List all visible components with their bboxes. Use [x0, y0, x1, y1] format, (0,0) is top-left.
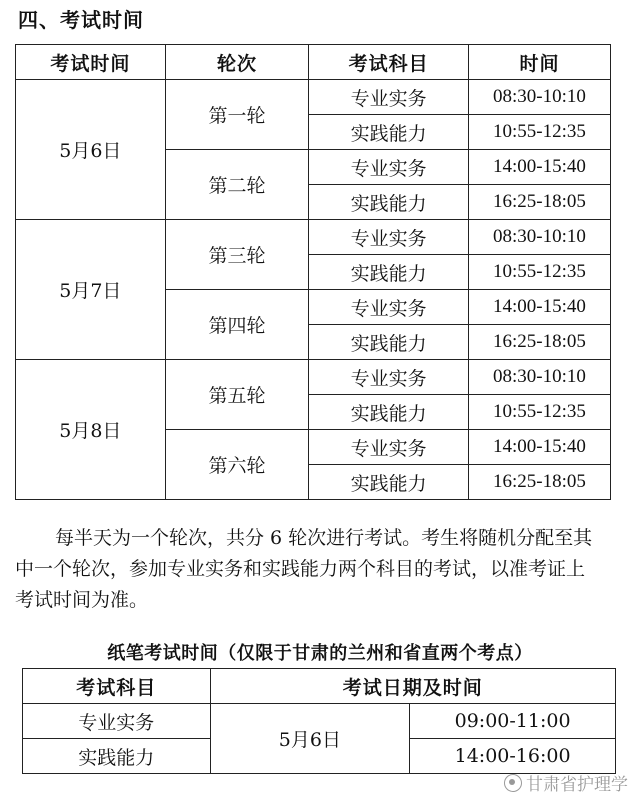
subject-cell: 专业实务 [309, 220, 469, 255]
time-cell: 10:55-12:35 [468, 395, 610, 430]
table-row [23, 704, 616, 739]
time-cell: 16:25-18:05 [468, 185, 610, 220]
subject-cell: 专业实务 [309, 290, 469, 325]
table-row [16, 360, 611, 395]
round-cell: 第五轮 [165, 360, 309, 430]
subject-cell: 实践能力 [309, 255, 469, 290]
table-header-row [16, 45, 611, 80]
time-cell: 16:25-18:05 [468, 465, 610, 500]
date-cell: 5月6日 [210, 704, 410, 774]
note-paragraph [15, 523, 615, 616]
header-subject: 考试科目 [23, 669, 211, 704]
time-cell: 08:30-10:10 [468, 80, 610, 115]
subject-cell: 专业实务 [309, 150, 469, 185]
time-cell: 08:30-10:10 [468, 360, 610, 395]
round-cell: 第一轮 [165, 80, 309, 150]
subject-cell: 实践能力 [309, 185, 469, 220]
subject-cell: 实践能力 [309, 115, 469, 150]
subject-cell: 专业实务 [309, 430, 469, 465]
table-row [16, 80, 611, 115]
subject-cell: 实践能力 [309, 395, 469, 430]
time-cell: 08:30-10:10 [468, 220, 610, 255]
subject-cell: 实践能力 [309, 325, 469, 360]
header-time: 时间 [468, 45, 610, 80]
header-subject: 考试科目 [309, 45, 469, 80]
subject-cell: 专业实务 [23, 704, 211, 739]
time-cell: 10:55-12:35 [468, 115, 610, 150]
date-cell: 5月6日 [16, 80, 166, 220]
paper-exam-table [22, 668, 616, 774]
round-cell: 第三轮 [165, 220, 309, 290]
round-cell: 第六轮 [165, 430, 309, 500]
watermark-text: 甘肃省护理学 [526, 775, 628, 795]
watermark [504, 770, 628, 795]
time-cell: 14:00-15:40 [468, 150, 610, 185]
time-cell: 14:00-16:00 [410, 739, 616, 774]
subject-cell: 实践能力 [23, 739, 211, 774]
header-date-time: 考试日期及时间 [210, 669, 615, 704]
subject-cell: 实践能力 [309, 465, 469, 500]
time-cell: 14:00-15:40 [468, 290, 610, 325]
round-cell: 第二轮 [165, 150, 309, 220]
note-line-1: 每半天为一个轮次，共分 6 轮次进行考试。考生将随机分配至其 [55, 527, 593, 549]
table-row [16, 220, 611, 255]
wechat-icon [504, 774, 522, 792]
header-round: 轮次 [165, 45, 309, 80]
paper-exam-title: 纸笔考试时间（仅限于甘肃的兰州和省直两个考点） [107, 643, 533, 664]
date-cell: 5月8日 [16, 360, 166, 500]
subject-cell: 专业实务 [309, 360, 469, 395]
time-cell: 09:00-11:00 [410, 704, 616, 739]
section-title: 四、考试时间 [18, 8, 144, 32]
subject-cell: 专业实务 [309, 80, 469, 115]
note-line-2: 中一个轮次，参加专业实务和实践能力两个科目的考试，以准考证上 [15, 558, 586, 580]
table-header-row [23, 669, 616, 704]
time-cell: 10:55-12:35 [468, 255, 610, 290]
note-line-3: 考试时间为准。 [15, 589, 149, 611]
time-cell: 16:25-18:05 [468, 325, 610, 360]
exam-schedule-table [15, 44, 611, 500]
date-cell: 5月7日 [16, 220, 166, 360]
header-exam-time: 考试时间 [16, 45, 166, 80]
round-cell: 第四轮 [165, 290, 309, 360]
time-cell: 14:00-15:40 [468, 430, 610, 465]
